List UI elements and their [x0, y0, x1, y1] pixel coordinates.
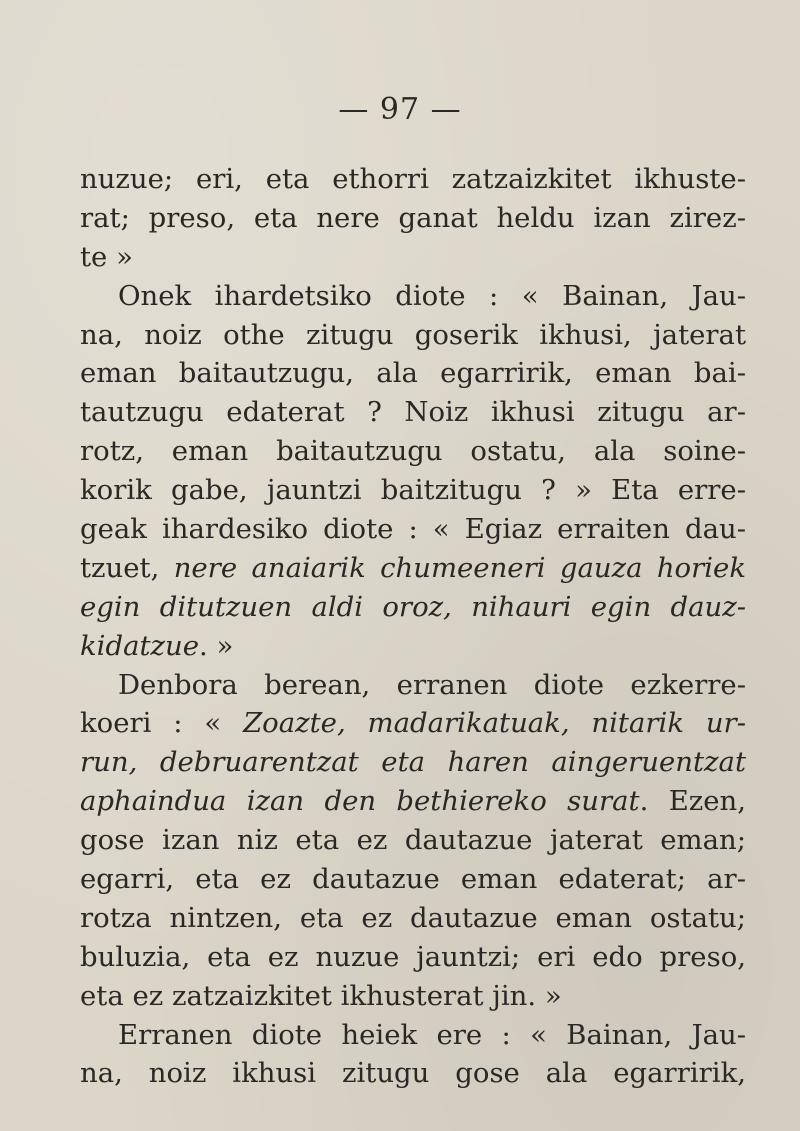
text-line [80, 899, 746, 938]
text-line [80, 354, 746, 393]
text-span: rat; preso, eta nere ganat heldu izan zirez- [80, 201, 746, 234]
text-span: geak ihardesiko diote : « Egiaz erraiten dau- [80, 513, 746, 546]
text-span: tautzugu edaterat ? Noiz ikhusi zitugu ar- [80, 396, 746, 429]
text-span: eman baitautzugu, ala egarririk, eman bai- [80, 357, 746, 390]
text-span: . Ezen, [639, 785, 746, 818]
text-line [80, 549, 746, 588]
text-span: na, noiz ikhusi zitugu gose ala egarririk, [80, 1057, 746, 1090]
text-span: gose izan niz eta ez dautazue jaterat eman; [80, 824, 746, 857]
text-line [80, 160, 746, 199]
italic-text-span: kidatzue [80, 629, 199, 662]
text-line [80, 821, 746, 860]
text-span: te » [80, 240, 133, 273]
text-line [80, 277, 746, 316]
italic-text-span: egin ditutzuen aldi oroz, nihauri egin dauz- [80, 590, 746, 623]
text-span: korik gabe, jauntzi baitzitugu ? » Eta erre- [80, 474, 746, 507]
text-line [80, 316, 746, 355]
text-span: Onek ihardetsiko diote : « Bainan, Jau- [118, 279, 746, 312]
italic-text-span: run, debruarentzat eta haren aingeruentzat [80, 746, 746, 779]
page-number: — 97 — [338, 92, 462, 127]
text-span: tzuet, [80, 551, 174, 584]
text-line [80, 393, 746, 432]
text-span: koeri : « [80, 707, 244, 740]
italic-text-span: aphaindua izan den bethiereko surat [80, 785, 640, 818]
text-span: rotza nintzen, eta ez dautazue eman ostatu; [80, 901, 746, 934]
text-line [80, 238, 746, 277]
text-line [80, 860, 746, 899]
italic-text-span: Zoazte, madarikatuak, nitarik ur- [243, 707, 746, 740]
text-line [80, 977, 746, 1016]
text-span: Erranen diote heiek ere : « Bainan, Jau- [118, 1018, 746, 1051]
text-line [80, 938, 746, 977]
text-line [80, 510, 746, 549]
text-line [80, 588, 746, 627]
text-line [80, 704, 746, 743]
text-span: egarri, eta ez dautazue eman edaterat; ar- [80, 863, 746, 896]
text-span: rotz, eman baitautzugu ostatu, ala soine- [80, 435, 746, 468]
italic-text-span: nere anaiarik chumeeneri gauza horiek [173, 551, 746, 584]
text-line [80, 743, 746, 782]
text-span: . » [198, 629, 234, 662]
text-line [80, 627, 746, 666]
text-span: Denbora berean, erranen diote ezkerre- [118, 668, 746, 701]
text-line [80, 1016, 746, 1055]
text-line [80, 471, 746, 510]
text-line [80, 199, 746, 238]
text-line [80, 432, 746, 471]
text-span: eta ez zatzaizkitet ikhusterat jin. » [80, 979, 562, 1012]
text-line [80, 782, 746, 821]
text-span: buluzia, eta ez nuzue jauntzi; eri edo preso, [80, 940, 746, 973]
body-text [80, 160, 746, 1093]
text-span: na, noiz othe zitugu goserik ikhusi, jaterat [80, 318, 746, 351]
text-span: nuzue; eri, eta ethorri zatzaizkitet ikhuste- [80, 163, 746, 195]
text-line [80, 1054, 746, 1093]
text-line [80, 666, 746, 705]
